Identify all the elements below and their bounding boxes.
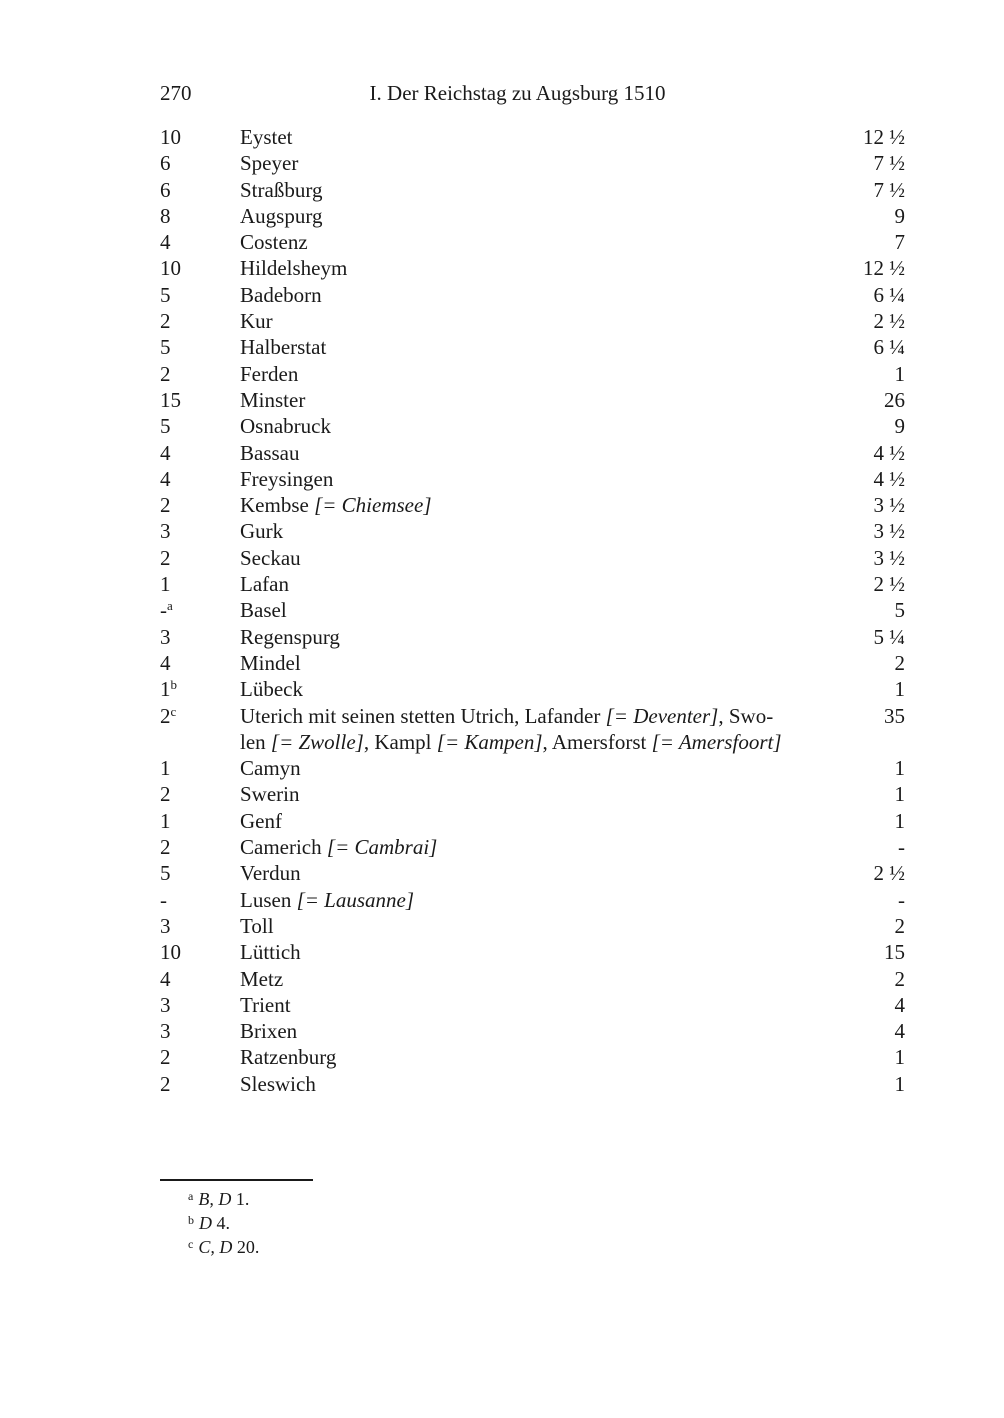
old-quota-cell: 2 bbox=[160, 1071, 171, 1096]
new-quota-cell: 3 ½ bbox=[873, 519, 905, 544]
place-name-cell bbox=[240, 229, 843, 255]
place-name-cell bbox=[240, 334, 843, 360]
old-quota-cell: 2 bbox=[160, 835, 171, 860]
place-name-cell bbox=[240, 1018, 843, 1044]
new-quota-cell: 1 bbox=[894, 361, 905, 386]
new-quota-cell: 4 bbox=[894, 1019, 905, 1044]
new-quota-cell: 1 bbox=[894, 677, 905, 702]
old-quota-cell: 1 bbox=[160, 572, 171, 597]
place-name-cell bbox=[240, 834, 843, 860]
place-name-text: Trient bbox=[240, 992, 291, 1017]
place-name-cell bbox=[240, 992, 843, 1018]
old-quota-cell: 1 bbox=[160, 756, 171, 781]
old-quota-cell: - bbox=[160, 887, 167, 912]
place-name-text: Costenz bbox=[240, 230, 308, 255]
place-name-cell bbox=[240, 387, 843, 413]
place-name-text: Seckau bbox=[240, 545, 301, 570]
place-name-cell bbox=[240, 177, 843, 203]
place-name-cell bbox=[240, 808, 843, 834]
place-name-text: Genf bbox=[240, 808, 282, 833]
place-name-text: Camyn bbox=[240, 756, 301, 781]
modern-name-annotation: [= Deventer] bbox=[605, 703, 719, 728]
footnote-mark: b bbox=[188, 1213, 194, 1227]
old-quota-cell: 6 bbox=[160, 177, 171, 202]
table-row bbox=[160, 966, 905, 992]
old-quota-cell: 2 bbox=[160, 361, 171, 386]
table-row bbox=[160, 361, 905, 387]
place-name-cell bbox=[240, 939, 843, 965]
old-quota-cell: 2 bbox=[160, 493, 171, 518]
place-name-cell bbox=[240, 755, 843, 781]
old-quota-cell: 2 bbox=[160, 782, 171, 807]
place-name-text: Augspurg bbox=[240, 203, 323, 228]
new-quota-cell: 7 bbox=[894, 230, 905, 255]
table-row bbox=[160, 755, 905, 781]
place-name-text: , Amersforst bbox=[542, 729, 652, 754]
old-quota-cell: 4 bbox=[160, 966, 171, 991]
place-name-text: Badeborn bbox=[240, 282, 322, 307]
place-name-cell bbox=[240, 308, 843, 334]
table-row bbox=[160, 150, 905, 176]
place-name-cell bbox=[240, 1044, 843, 1070]
table-row bbox=[160, 1071, 905, 1097]
place-name-text: Metz bbox=[240, 966, 284, 991]
new-quota-cell: 2 bbox=[894, 966, 905, 991]
footnote-source-sigla: B, D bbox=[198, 1189, 232, 1209]
place-name-text: Swerin bbox=[240, 782, 300, 807]
table-row bbox=[160, 571, 905, 597]
place-name-text: Lafan bbox=[240, 572, 289, 597]
new-quota-cell: 12 ½ bbox=[863, 125, 905, 149]
old-quota-cell: 4 bbox=[160, 650, 171, 675]
footnote-line bbox=[160, 1187, 560, 1211]
old-quota-cell: 2$^c$ bbox=[160, 703, 177, 728]
place-name-text: Lübeck bbox=[240, 677, 303, 702]
place-name-text: Toll bbox=[240, 913, 274, 938]
old-quota-cell: 2 bbox=[160, 545, 171, 570]
new-quota-cell: 4 ½ bbox=[873, 440, 905, 465]
place-name-cell bbox=[240, 1071, 843, 1097]
table-row bbox=[160, 624, 905, 650]
footnote-list bbox=[160, 1187, 560, 1259]
new-quota-cell: 3 ½ bbox=[873, 493, 905, 518]
place-name-text: Minster bbox=[240, 387, 306, 412]
table-row bbox=[160, 387, 905, 413]
old-quota-cell: 6 bbox=[160, 151, 171, 176]
new-quota-cell: 5 ¼ bbox=[873, 624, 905, 649]
table-row bbox=[160, 492, 905, 518]
footnote-line bbox=[160, 1211, 560, 1235]
footnote-separator-rule bbox=[160, 1179, 313, 1181]
new-quota-cell: 7 ½ bbox=[873, 151, 905, 176]
modern-name-annotation: [= Cambrai] bbox=[326, 835, 438, 860]
old-quota-cell: 4 bbox=[160, 466, 171, 491]
table-row bbox=[160, 203, 905, 229]
place-name-cell bbox=[240, 676, 843, 702]
table-row bbox=[160, 676, 905, 702]
place-name-cell bbox=[240, 624, 843, 650]
footnote-text: 1. bbox=[231, 1189, 250, 1209]
place-name-text: , Kampl bbox=[363, 729, 437, 754]
new-quota-cell: 1 bbox=[894, 756, 905, 781]
table-row bbox=[160, 860, 905, 886]
new-quota-cell: - bbox=[898, 887, 905, 912]
modern-name-annotation: [= Lausanne] bbox=[296, 887, 415, 912]
old-quota-cell: 1 bbox=[160, 808, 171, 833]
old-quota-cell: 5 bbox=[160, 282, 171, 307]
place-name-text: Basel bbox=[240, 598, 287, 623]
new-quota-cell: 2 bbox=[894, 913, 905, 938]
running-header bbox=[160, 80, 905, 107]
place-name-text: Kur bbox=[240, 309, 273, 334]
old-quota-cell: 2 bbox=[160, 309, 171, 334]
place-name-cell bbox=[240, 545, 843, 571]
table-row bbox=[160, 992, 905, 1018]
table-row bbox=[160, 703, 905, 756]
modern-name-annotation: [= Zwolle] bbox=[270, 729, 364, 754]
footnote-mark: a bbox=[188, 1189, 194, 1203]
new-quota-cell: 9 bbox=[894, 203, 905, 228]
new-quota-cell: 2 ½ bbox=[873, 572, 905, 597]
place-name-text: Freysingen bbox=[240, 466, 334, 491]
table-row bbox=[160, 808, 905, 834]
new-quota-cell: 12 ½ bbox=[863, 256, 905, 281]
place-name-text: Bassau bbox=[240, 440, 300, 465]
table-row bbox=[160, 177, 905, 203]
place-name-cell bbox=[240, 413, 843, 439]
new-quota-cell: - bbox=[898, 835, 905, 860]
place-name-text: Speyer bbox=[240, 151, 299, 176]
table-row bbox=[160, 124, 905, 150]
new-quota-cell: 9 bbox=[894, 414, 905, 439]
old-quota-cell: 10 bbox=[160, 125, 181, 149]
table-row bbox=[160, 282, 905, 308]
new-quota-cell: 6 ¼ bbox=[873, 335, 905, 360]
place-name-cell bbox=[240, 124, 843, 150]
page-number: 270 bbox=[160, 81, 192, 105]
table-row bbox=[160, 518, 905, 544]
new-quota-cell: 1 bbox=[894, 782, 905, 807]
table-row bbox=[160, 545, 905, 571]
old-quota-cell: 2 bbox=[160, 1045, 171, 1070]
footnote-source-sigla: D bbox=[199, 1213, 212, 1233]
old-quota-cell: 5 bbox=[160, 861, 171, 886]
table-row bbox=[160, 413, 905, 439]
new-quota-cell: 15 bbox=[884, 940, 905, 965]
place-name-cell bbox=[240, 255, 843, 281]
place-name-cell bbox=[240, 440, 843, 466]
place-name-cell bbox=[240, 492, 843, 518]
new-quota-cell: 5 bbox=[894, 598, 905, 623]
new-quota-cell: 4 ½ bbox=[873, 466, 905, 491]
place-name-text: Osnabruck bbox=[240, 414, 331, 439]
old-quota-cell: 8 bbox=[160, 203, 171, 228]
place-name-text: Uterich mit seinen stetten Utrich, Lafander bbox=[240, 703, 606, 728]
new-quota-cell: 7 ½ bbox=[873, 177, 905, 202]
table-row bbox=[160, 1018, 905, 1044]
table-row bbox=[160, 939, 905, 965]
new-quota-cell: 35 bbox=[884, 703, 905, 728]
table-row bbox=[160, 334, 905, 360]
table-row bbox=[160, 781, 905, 807]
old-quota-cell: 4 bbox=[160, 230, 171, 255]
new-quota-cell: 4 bbox=[894, 992, 905, 1017]
place-name-cell bbox=[240, 361, 843, 387]
place-name-cell bbox=[240, 597, 843, 623]
place-name-text: Ferden bbox=[240, 361, 299, 386]
old-quota-cell: 3 bbox=[160, 913, 171, 938]
table-row bbox=[160, 913, 905, 939]
place-name-cell bbox=[240, 150, 843, 176]
place-name-text: Ratzenburg bbox=[240, 1045, 337, 1070]
place-name-text: Hildelsheym bbox=[240, 256, 348, 281]
old-quota-cell: 5 bbox=[160, 335, 171, 360]
place-name-text: Regenspurg bbox=[240, 624, 340, 649]
old-quota-cell: 3 bbox=[160, 624, 171, 649]
table-row bbox=[160, 229, 905, 255]
place-name-cell bbox=[240, 466, 843, 492]
place-name-text: Brixen bbox=[240, 1019, 298, 1044]
place-name-cell bbox=[240, 571, 843, 597]
old-quota-cell: 3 bbox=[160, 519, 171, 544]
place-name-text: Camerich bbox=[240, 835, 327, 860]
new-quota-cell: 26 bbox=[884, 387, 905, 412]
place-name-cell bbox=[240, 966, 843, 992]
place-name-text: Halberstat bbox=[240, 335, 327, 360]
footnote-mark: c bbox=[188, 1237, 194, 1251]
footnote-mark: c bbox=[170, 703, 177, 719]
place-name-cell bbox=[240, 781, 843, 807]
place-name-text: Verdun bbox=[240, 861, 301, 886]
old-quota-cell: 1$^b$ bbox=[160, 677, 177, 702]
footnotes-section bbox=[160, 1179, 560, 1259]
tribute-table bbox=[160, 124, 905, 1097]
new-quota-cell: 6 ¼ bbox=[873, 282, 905, 307]
place-name-cell bbox=[240, 650, 843, 676]
place-name-text: Sleswich bbox=[240, 1071, 316, 1096]
footnote-mark: b bbox=[170, 677, 177, 693]
place-name-cell bbox=[240, 703, 843, 756]
modern-name-annotation: [= Chiemsee] bbox=[314, 493, 432, 518]
old-quota-cell: -$^a$ bbox=[160, 598, 173, 623]
new-quota-cell: 1 bbox=[894, 1071, 905, 1096]
table-row bbox=[160, 597, 905, 623]
new-quota-cell: 3 ½ bbox=[873, 545, 905, 570]
place-name-text: Lusen bbox=[240, 887, 297, 912]
place-name-text: Straßburg bbox=[240, 177, 323, 202]
old-quota-cell: 3 bbox=[160, 1019, 171, 1044]
footnote-mark: a bbox=[167, 598, 173, 614]
place-name-text: len bbox=[240, 729, 271, 754]
modern-name-annotation: [= Kampen] bbox=[436, 729, 543, 754]
new-quota-cell: 2 bbox=[894, 650, 905, 675]
old-quota-cell: 15 bbox=[160, 387, 181, 412]
modern-name-annotation: [= Amersfoort] bbox=[651, 729, 782, 754]
page-title: I. Der Reichstag zu Augsburg 1510 bbox=[369, 81, 666, 105]
place-name-text: Lüttich bbox=[240, 940, 301, 965]
old-quota-cell: 4 bbox=[160, 440, 171, 465]
old-quota-cell: 3 bbox=[160, 992, 171, 1017]
place-name-cell bbox=[240, 913, 843, 939]
table-row bbox=[160, 1044, 905, 1070]
table-row bbox=[160, 308, 905, 334]
footnote-text: 4. bbox=[212, 1213, 230, 1233]
old-quota-cell: 10 bbox=[160, 940, 181, 965]
place-name-text: Eystet bbox=[240, 125, 293, 149]
new-quota-cell: 2 ½ bbox=[873, 309, 905, 334]
table-row bbox=[160, 650, 905, 676]
old-quota-cell: 5 bbox=[160, 414, 171, 439]
place-name-cell bbox=[240, 860, 843, 886]
place-name-cell bbox=[240, 203, 843, 229]
place-name-cell bbox=[240, 887, 843, 913]
text-block bbox=[160, 80, 905, 1097]
new-quota-cell: 1 bbox=[894, 1045, 905, 1070]
place-name-text: Gurk bbox=[240, 519, 284, 544]
footnote-text: 20. bbox=[232, 1237, 260, 1257]
footnote-source-sigla: C, D bbox=[198, 1237, 233, 1257]
place-name-text: , Swo- bbox=[718, 703, 774, 728]
place-name-text: Kembse bbox=[240, 493, 315, 518]
table-row bbox=[160, 440, 905, 466]
place-name-cell bbox=[240, 282, 843, 308]
footnote-line bbox=[160, 1235, 560, 1259]
new-quota-cell: 1 bbox=[894, 808, 905, 833]
table-row bbox=[160, 466, 905, 492]
place-name-cell bbox=[240, 518, 843, 544]
new-quota-cell: 2 ½ bbox=[873, 861, 905, 886]
table-row bbox=[160, 887, 905, 913]
table-row bbox=[160, 834, 905, 860]
table-row bbox=[160, 255, 905, 281]
place-name-text: Mindel bbox=[240, 650, 301, 675]
old-quota-cell: 10 bbox=[160, 256, 181, 281]
